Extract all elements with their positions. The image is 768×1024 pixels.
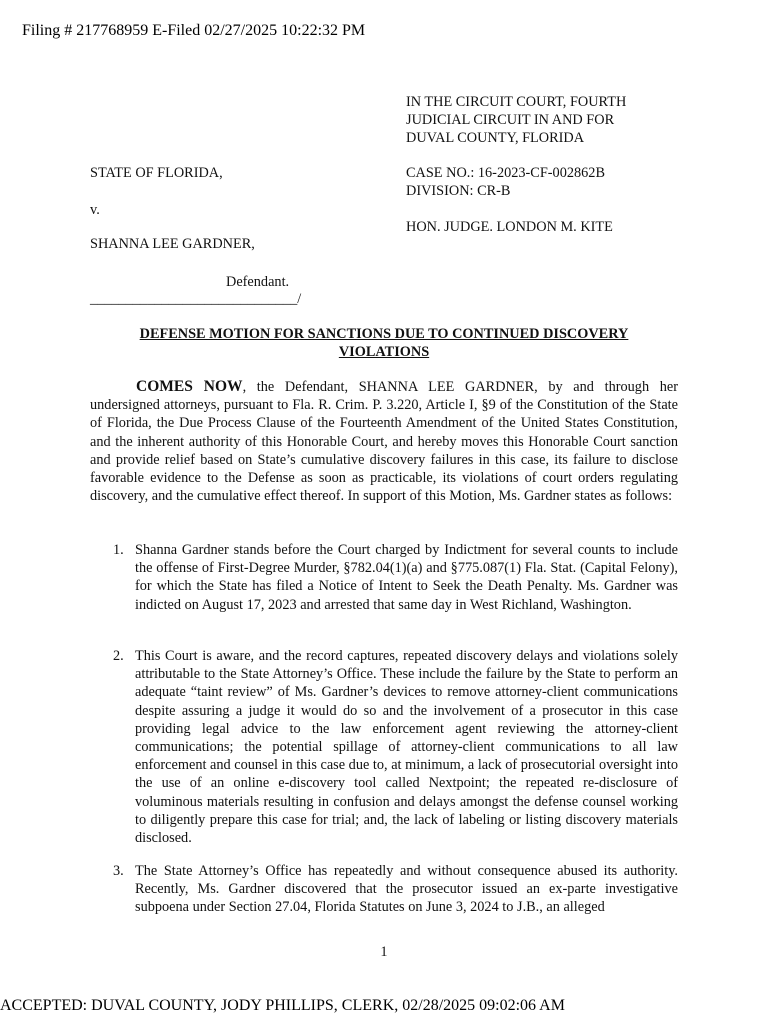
intro-paragraph: [90, 378, 678, 505]
list-item: [113, 862, 678, 917]
court-line: JUDICIAL CIRCUIT IN AND FOR: [406, 112, 615, 129]
item-text: This Court is aware, and the record captures, repeated discovery delays and violations solely attributable to the State Attorney’s Office. These include the failure by the State to perform an adequate “taint review” of Ms. Gardner’s devices to remove attorney-client communications despite assuring a judge it would do so and the involvement of a prosecutor in this case providing legal advice to the law enforcement agent reviewing the attorney-client communications; the potential spillage of attorney-client communications to all law enforcement and counsel in this case due to, at minimum, a lack of prosecutorial oversight into the use of an online e-discovery tool called Nextpoint; the repeated re-disclosure of voluminous materials resulting in confusion and delays amongst the defense counsel working to diligently prepare this case for trial; and, the lack of labeling or listing discovery materials disclosed.: [135, 648, 678, 847]
signature-rule: [90, 290, 301, 308]
plaintiff-name: STATE OF FLORIDA,: [90, 165, 223, 181]
accepted-stamp: ACCEPTED: DUVAL COUNTY, JODY PHILLIPS, CLERK, 02/28/2025 09:02:06 AM: [0, 997, 565, 1014]
judge-name: HON. JUDGE. LONDON M. KITE: [406, 219, 613, 235]
item-number: 2.: [113, 648, 124, 664]
list-item: [113, 647, 678, 847]
item-number: 1.: [113, 542, 124, 558]
versus: [90, 201, 100, 219]
court-line: DUVAL COUNTY, FLORIDA: [406, 130, 585, 147]
case-info: [406, 164, 605, 200]
item-text: Shanna Gardner stands before the Court charged by Indictment for several counts to include the offense of First-Degree Murder, §782.04(1)(a) and §775.087(1) Fla. Stat. (Capital Felony), for which the State has filed a Notice of Intent to Seek the Death Penalty. Ms. Gardner was indicted on August 17, 2023 and arrested that same day in West Richland, Washington.: [135, 542, 678, 613]
defendant-name: SHANNA LEE GARDNER,: [90, 236, 255, 252]
item-number: 3.: [113, 863, 124, 879]
defendant-label: [226, 273, 289, 291]
intro-text: , the Defendant, SHANNA LEE GARDNER, by and through her undersigned attorneys, pursuant to Fla. R. Crim. P. 3.220, Article I, §9 of the Constitution of the State of Florida, the Due Process Clause of the Fourteenth Amendment of the United States Constitution, and the inherent authority of this Honorable Court, and hereby moves this Honorable Court sanction and provide relief based on State’s cumulative discovery failures in this case, its failure to disclose favorable evidence to the Defense as soon as practicable, its violations of court orders regulating discovery, and the cumulative effect thereof. In support of this Motion, Ms. Gardner states as follows:: [90, 379, 679, 505]
document-title: [90, 325, 678, 361]
plaintiff: [90, 164, 223, 182]
list-item: [113, 541, 678, 614]
defendant-label-text: Defendant.: [226, 274, 290, 290]
case-number: CASE NO.: 16-2023-CF-002862B: [406, 165, 605, 181]
title-line-1: DEFENSE MOTION FOR SANCTIONS DUE TO CONTINUED DISCOVERY: [139, 326, 629, 342]
comes-now: COMES NOW: [136, 378, 243, 395]
defendant: [90, 235, 255, 253]
title-line-2: VIOLATIONS: [338, 344, 430, 361]
court-block: [406, 93, 626, 148]
division: DIVISION: CR-B: [406, 183, 511, 200]
page-number: 1: [380, 944, 388, 960]
versus-text: v.: [90, 202, 100, 218]
caption-rule: _____________________________/: [90, 291, 302, 307]
court-line: IN THE CIRCUIT COURT, FOURTH: [406, 94, 627, 110]
efiling-stamp: Filing # 217768959 E-Filed 02/27/2025 10:22:32 PM: [22, 22, 366, 39]
judge-block: [406, 218, 613, 236]
item-text: The State Attorney’s Office has repeatedly and without consequence abused its authority. Recently, Ms. Gardner discovered that the prosecutor issued an ex-parte investigative subpoena under Section 27.04, Florida Statutes on June 3, 2024 to J.B., an alleged: [135, 863, 678, 916]
